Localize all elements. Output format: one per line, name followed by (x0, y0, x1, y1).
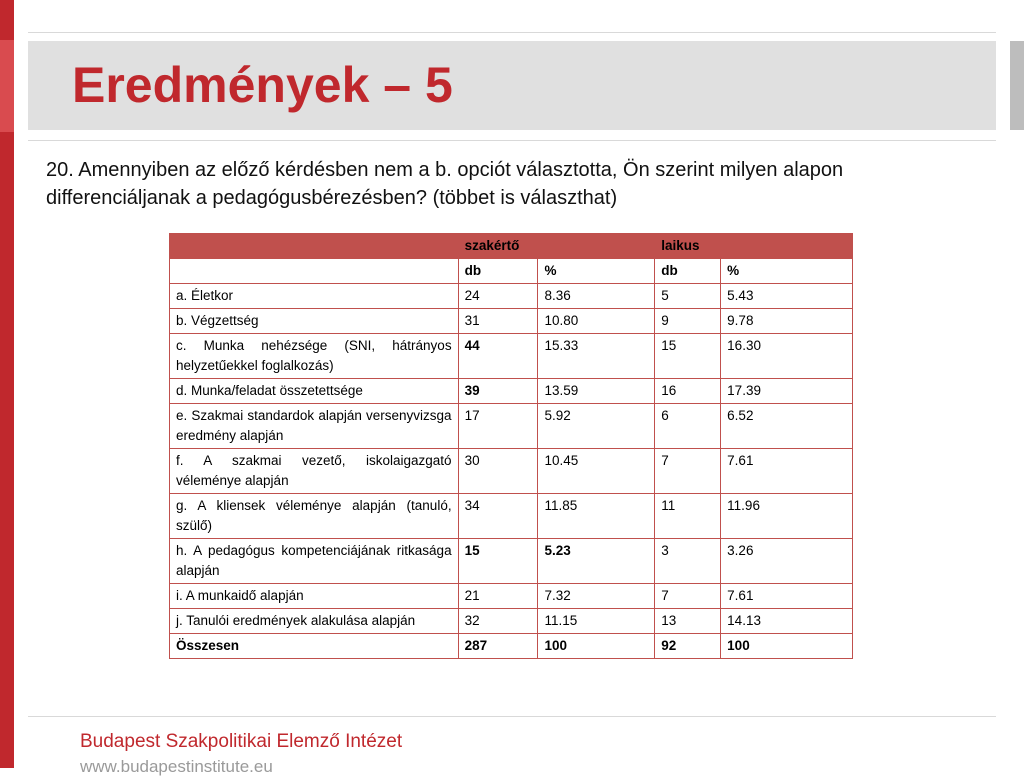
table-row (170, 309, 853, 334)
subheader-cell-laikus-pct: % (721, 259, 853, 284)
szakerto-pct-cell: 10.45 (538, 449, 655, 494)
left-accent-highlight (0, 40, 14, 132)
table-subheader-row (170, 259, 853, 284)
laikus-db-cell: 5 (655, 284, 721, 309)
subheader-cell-empty (170, 259, 459, 284)
szakerto-db-cell: 31 (458, 309, 538, 334)
szakerto-db-cell: 15 (458, 539, 538, 584)
table-row (170, 379, 853, 404)
laikus-pct-cell: 17.39 (721, 379, 853, 404)
szakerto-pct-cell: 10.80 (538, 309, 655, 334)
table-row (170, 284, 853, 309)
szakerto-pct-cell: 5.92 (538, 404, 655, 449)
laikus-pct-cell: 7.61 (721, 584, 853, 609)
row-label: a. Életkor (170, 284, 459, 309)
szakerto-pct-cell: 11.15 (538, 609, 655, 634)
laikus-db-cell: 7 (655, 584, 721, 609)
laikus-db-cell: 11 (655, 494, 721, 539)
title-divider (28, 140, 996, 141)
szakerto-pct-cell: 7.32 (538, 584, 655, 609)
laikus-pct-cell: 7.61 (721, 449, 853, 494)
szakerto-db-total: 287 (458, 634, 538, 659)
szakerto-db-cell: 44 (458, 334, 538, 379)
szakerto-db-cell: 24 (458, 284, 538, 309)
table-row (170, 449, 853, 494)
row-label: d. Munka/feladat összetettsége (170, 379, 459, 404)
footer-divider (28, 716, 996, 717)
row-label: f. A szakmai vezető, iskolaigazgató véleménye alapján (170, 449, 459, 494)
laikus-pct-cell: 3.26 (721, 539, 853, 584)
results-table (169, 233, 853, 659)
laikus-db-cell: 15 (655, 334, 721, 379)
subheader-cell-szakerto-db: db (458, 259, 538, 284)
table-group-header-row (170, 234, 853, 259)
szakerto-db-cell: 39 (458, 379, 538, 404)
table-row (170, 609, 853, 634)
table-row (170, 404, 853, 449)
szakerto-pct-cell: 11.85 (538, 494, 655, 539)
laikus-db-cell: 16 (655, 379, 721, 404)
laikus-db-total: 92 (655, 634, 721, 659)
total-label: Összesen (170, 634, 459, 659)
table-row (170, 539, 853, 584)
laikus-db-cell: 3 (655, 539, 721, 584)
table-total-row (170, 634, 853, 659)
laikus-pct-cell: 9.78 (721, 309, 853, 334)
question-text: 20. Amennyiben az előző kérdésben nem a b. opciót választotta, Ön szerint milyen alapon differenciáljanak a pedagógusbérezésben? (többet is választhat) (46, 159, 844, 209)
szakerto-pct-cell: 15.33 (538, 334, 655, 379)
footer-institute: Budapest Szakpolitikai Elemző Intézet (80, 731, 403, 752)
szakerto-pct-total: 100 (538, 634, 655, 659)
szakerto-pct-cell: 13.59 (538, 379, 655, 404)
szakerto-pct-cell: 5.23 (538, 539, 655, 584)
page-title: Eredmények – 5 (72, 57, 453, 113)
header-cell-empty (170, 234, 459, 259)
table-row (170, 494, 853, 539)
row-label: j. Tanulói eredmények alakulása alapján (170, 609, 459, 634)
laikus-pct-cell: 16.30 (721, 334, 853, 379)
laikus-db-cell: 13 (655, 609, 721, 634)
laikus-pct-cell: 14.13 (721, 609, 853, 634)
laikus-db-cell: 9 (655, 309, 721, 334)
szakerto-pct-cell: 8.36 (538, 284, 655, 309)
table-row (170, 334, 853, 379)
subheader-cell-laikus-db: db (655, 259, 721, 284)
laikus-pct-total: 100 (721, 634, 853, 659)
laikus-db-cell: 6 (655, 404, 721, 449)
row-label: e. Szakmai standardok alapján versenyvizsga eredmény alapján (170, 404, 459, 449)
subheader-cell-szakerto-pct: % (538, 259, 655, 284)
row-label: g. A kliensek véleménye alapján (tanuló, szülő) (170, 494, 459, 539)
szakerto-db-cell: 30 (458, 449, 538, 494)
laikus-pct-cell: 5.43 (721, 284, 853, 309)
row-label: b. Végzettség (170, 309, 459, 334)
row-label: h. A pedagógus kompetenciájának ritkasága alapján (170, 539, 459, 584)
row-label: i. A munkaidő alapján (170, 584, 459, 609)
top-divider (28, 32, 996, 33)
right-accent-tab (1010, 41, 1024, 130)
header-cell-szakerto: szakértő (458, 234, 655, 259)
szakerto-db-cell: 32 (458, 609, 538, 634)
laikus-pct-cell: 6.52 (721, 404, 853, 449)
laikus-db-cell: 7 (655, 449, 721, 494)
szakerto-db-cell: 21 (458, 584, 538, 609)
szakerto-db-cell: 34 (458, 494, 538, 539)
laikus-pct-cell: 11.96 (721, 494, 853, 539)
row-label: c. Munka nehézsége (SNI, hátrányos helyzetűekkel foglalkozás) (170, 334, 459, 379)
table-row (170, 584, 853, 609)
footer-url-link[interactable]: www.budapestinstitute.eu (80, 757, 273, 776)
header-cell-laikus: laikus (655, 234, 853, 259)
szakerto-db-cell: 17 (458, 404, 538, 449)
